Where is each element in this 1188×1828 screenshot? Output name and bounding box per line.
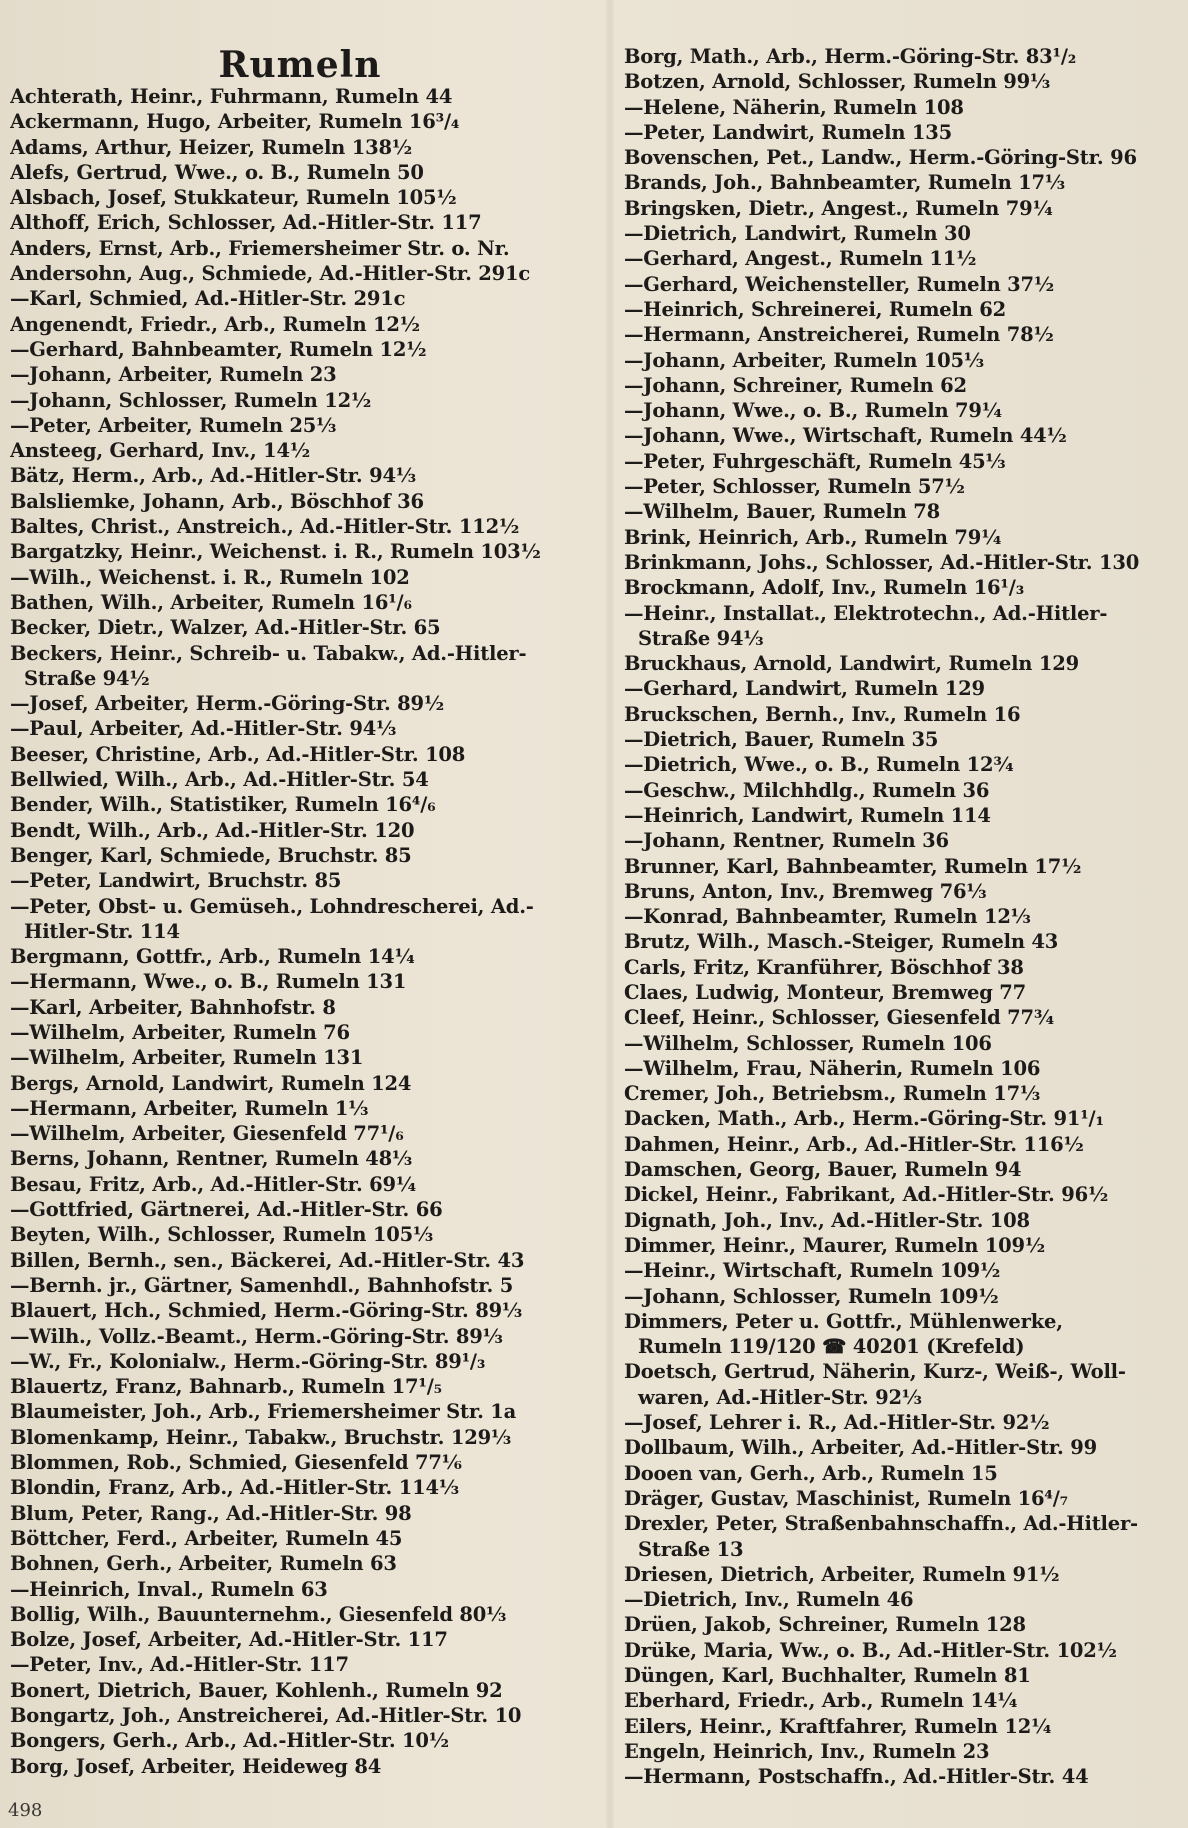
directory-entry: Ansteeg, Gerhard, Inv., 14½ [10,439,311,463]
directory-entry: Damschen, Georg, Bauer, Rumeln 94 [624,1158,1022,1182]
directory-entry: Rumeln 119/120 ☎ 40201 (Krefeld) [638,1335,1025,1359]
directory-entry: Blauertz, Franz, Bahnarb., Rumeln 17¹/₅ [10,1375,442,1399]
directory-entry: Borg, Josef, Arbeiter, Heideweg 84 [10,1754,382,1778]
directory-entry: —Wilh., Vollz.-Beamt., Herm.-Göring-Str. 89⅓ [10,1324,503,1348]
directory-entry: —Geschw., Milchhdlg., Rumeln 36 [624,778,990,802]
directory-entry: Drexler, Peter, Straßenbahnschaffn., Ad.-Hitler- [624,1512,1138,1536]
directory-entry: Bergs, Arnold, Landwirt, Rumeln 124 [10,1071,412,1095]
directory-entry: —Helene, Näherin, Rumeln 108 [624,95,964,119]
directory-entry: Bongers, Gerh., Arb., Ad.-Hitler-Str. 10½ [10,1729,449,1753]
directory-entry: Anders, Ernst, Arb., Friemersheimer Str. o. Nr. [10,236,510,260]
directory-entry: —W., Fr., Kolonialw., Herm.-Göring-Str. 89¹/₃ [10,1349,486,1373]
directory-entry: Beeser, Christine, Arb., Ad.-Hitler-Str. 108 [10,742,466,766]
directory-entry: —Heinr., Installat., Elektrotechn., Ad.-Hitler- [624,601,1108,625]
directory-entry: Blauert, Hch., Schmied, Herm.-Göring-Str. 89⅓ [10,1299,522,1323]
directory-entry: Althoff, Erich, Schlosser, Ad.-Hitler-Str. 117 [10,211,482,235]
directory-entry: Blommen, Rob., Schmied, Giesenfeld 77⅙ [10,1451,462,1475]
directory-entry: —Karl, Arbeiter, Bahnhofstr. 8 [10,995,336,1019]
directory-entry: —Gottfried, Gärtnerei, Ad.-Hitler-Str. 66 [10,1198,443,1222]
directory-entry: —Peter, Inv., Ad.-Hitler-Str. 117 [10,1653,349,1677]
directory-entry: Ackermann, Hugo, Arbeiter, Rumeln 16³/₄ [10,110,460,134]
directory-entry: Dräger, Gustav, Maschinist, Rumeln 16⁴/₇ [624,1486,1069,1510]
directory-entry: waren, Ad.-Hitler-Str. 92⅓ [638,1385,922,1409]
directory-entry: Hitler-Str. 114 [24,919,180,943]
directory-entry: Doetsch, Gertrud, Näherin, Kurz-, Weiß-, Woll- [624,1360,1126,1384]
directory-entry: —Wilhelm, Bauer, Rumeln 78 [624,500,940,524]
directory-entry: —Johann, Arbeiter, Rumeln 105⅓ [624,348,984,372]
directory-entry: Bonert, Dietrich, Bauer, Kohlenh., Rumeln 92 [10,1678,503,1702]
directory-entry: Adams, Arthur, Heizer, Rumeln 138½ [10,135,412,159]
directory-entry: —Peter, Schlosser, Rumeln 57½ [624,475,965,499]
column-gutter [606,0,614,1828]
directory-entry: Brink, Heinrich, Arb., Rumeln 79¼ [624,525,1002,549]
directory-entry: Bovenschen, Pet., Landw., Herm.-Göring-Str. 96 [624,146,1137,170]
directory-entry: —Peter, Fuhrgeschäft, Rumeln 45⅓ [624,449,1006,473]
directory-entry: —Wilh., Weichenst. i. R., Rumeln 102 [10,565,410,589]
directory-entry: —Heinrich, Landwirt, Rumeln 114 [624,803,991,827]
directory-entry: Balsliemke, Johann, Arb., Böschhof 36 [10,489,424,513]
directory-entry: Bender, Wilh., Statistiker, Rumeln 16⁴/₆ [10,793,436,817]
directory-entry: —Peter, Landwirt, Bruchstr. 85 [10,869,342,893]
directory-entry: Carls, Fritz, Kranführer, Böschhof 38 [624,955,1024,979]
directory-entry: Bellwied, Wilh., Arb., Ad.-Hitler-Str. 54 [10,768,429,792]
directory-entry: Blum, Peter, Rang., Ad.-Hitler-Str. 98 [10,1501,412,1525]
directory-entry: —Hermann, Anstreicherei, Rumeln 78½ [624,323,1054,347]
directory-entry: Böttcher, Ferd., Arbeiter, Rumeln 45 [10,1526,403,1550]
directory-entry: Dollbaum, Wilh., Arbeiter, Ad.-Hitler-Str. 99 [624,1436,1097,1460]
directory-entry: Drüke, Maria, Ww., o. B., Ad.-Hitler-Str. 102½ [624,1638,1117,1662]
directory-entry: Bringsken, Dietr., Angest., Rumeln 79¼ [624,196,1053,220]
directory-entry: Borg, Math., Arb., Herm.-Göring-Str. 83¹/₂ [624,45,1077,68]
directory-entry: Bruns, Anton, Inv., Bremweg 76⅓ [624,879,987,903]
directory-entry: Becker, Dietr., Walzer, Ad.-Hitler-Str. 65 [10,616,441,640]
directory-entry: —Josef, Arbeiter, Herm.-Göring-Str. 89½ [10,692,445,716]
directory-entry: Berns, Johann, Rentner, Rumeln 48⅓ [10,1147,413,1171]
directory-entry: Alsbach, Josef, Stukkateur, Rumeln 105½ [10,186,457,210]
directory-entry: Cleef, Heinr., Schlosser, Giesenfeld 77¾ [624,1006,1055,1030]
directory-entry: Botzen, Arnold, Schlosser, Rumeln 99⅓ [624,70,1050,94]
directory-entry: Dignath, Joh., Inv., Ad.-Hitler-Str. 108 [624,1208,1030,1232]
directory-entry: Alefs, Gertrud, Wwe., o. B., Rumeln 50 [10,160,424,184]
directory-entry: —Johann, Schlosser, Rumeln 12½ [10,388,372,412]
directory-entry: Dahmen, Heinr., Arb., Ad.-Hitler-Str. 116½ [624,1132,1084,1156]
directory-entry: Angenendt, Friedr., Arb., Rumeln 12½ [10,312,420,336]
directory-entry: Blondin, Franz, Arb., Ad.-Hitler-Str. 114⅓ [10,1476,459,1500]
directory-entry: —Wilhelm, Schlosser, Rumeln 106 [624,1031,992,1055]
directory-entry: —Gerhard, Weichensteller, Rumeln 37½ [624,272,1055,296]
directory-entry: —Gerhard, Bahnbeamter, Rumeln 12½ [10,337,427,361]
directory-entry: —Johann, Wwe., Wirtschaft, Rumeln 44½ [624,424,1067,448]
directory-entry: —Johann, Schlosser, Rumeln 109½ [624,1284,999,1308]
directory-entry: Blaumeister, Joh., Arb., Friemersheimer Str. 1a [10,1400,517,1424]
directory-entry: Beyten, Wilh., Schlosser, Rumeln 105⅓ [10,1223,433,1247]
directory-entry: Bohnen, Gerh., Arbeiter, Rumeln 63 [10,1552,397,1576]
directory-entry: Driesen, Dietrich, Arbeiter, Rumeln 91½ [624,1562,1060,1586]
directory-entry: Claes, Ludwig, Monteur, Bremweg 77 [624,980,1026,1004]
directory-entry: —Gerhard, Angest., Rumeln 11½ [624,247,977,271]
right-column [624,44,1180,1789]
page-heading: Rumeln [218,44,382,86]
directory-entry: —Johann, Rentner, Rumeln 36 [624,829,949,853]
directory-entry: Straße 94⅓ [638,626,764,650]
directory-entry: Bätz, Herm., Arb., Ad.-Hitler-Str. 94⅓ [10,464,416,488]
directory-entry: —Wilhelm, Arbeiter, Rumeln 131 [10,1046,364,1070]
directory-entry: Brinkmann, Johs., Schlosser, Ad.-Hitler-Str. 130 [624,550,1140,574]
directory-entry: Andersohn, Aug., Schmiede, Ad.-Hitler-Str. 291c [10,262,531,286]
directory-entry: —Peter, Arbeiter, Rumeln 25⅓ [10,413,337,437]
directory-entry: Cremer, Joh., Betriebsm., Rumeln 17⅓ [624,1082,1040,1106]
directory-entry: —Gerhard, Landwirt, Rumeln 129 [624,677,985,701]
directory-entry: Bollig, Wilh., Bauunternehm., Giesenfeld 80⅓ [10,1602,507,1626]
directory-entry: —Hermann, Wwe., o. B., Rumeln 131 [10,970,407,994]
directory-entry: Drüen, Jakob, Schreiner, Rumeln 128 [624,1613,1026,1637]
directory-entry: Dooen van, Gerh., Arb., Rumeln 15 [624,1461,998,1485]
directory-entry: Bruckhaus, Arnold, Landwirt, Rumeln 129 [624,652,1079,676]
directory-entry: Brutz, Wilh., Masch.-Steiger, Rumeln 43 [624,930,1059,954]
directory-entry: —Karl, Schmied, Ad.-Hitler-Str. 291c [10,287,406,311]
directory-entry: Engeln, Heinrich, Inv., Rumeln 23 [624,1739,990,1763]
directory-entry: Bruckschen, Bernh., Inv., Rumeln 16 [624,702,1021,726]
directory-entry: Dickel, Heinr., Fabrikant, Ad.-Hitler-Str. 96½ [624,1183,1109,1207]
directory-entry: —Peter, Obst- u. Gemüseh., Lohndrescherei, Ad.- [10,894,534,918]
directory-entry: Benger, Karl, Schmiede, Bruchstr. 85 [10,843,412,867]
directory-entry: —Wilhelm, Arbeiter, Giesenfeld 77¹/₆ [10,1122,404,1146]
directory-entry: Brunner, Karl, Bahnbeamter, Rumeln 17½ [624,854,1082,878]
left-column [10,84,596,1779]
directory-entry: —Hermann, Postschaffn., Ad.-Hitler-Str. 44 [624,1765,1089,1789]
directory-entry: Eilers, Heinr., Kraftfahrer, Rumeln 12¼ [624,1714,1052,1738]
directory-entry: —Heinr., Wirtschaft, Rumeln 109½ [624,1259,1001,1283]
directory-entry: —Wilhelm, Frau, Näherin, Rumeln 106 [624,1056,1041,1080]
directory-entry: Straße 13 [638,1537,744,1561]
directory-entry: —Dietrich, Wwe., o. B., Rumeln 12¾ [624,753,1014,777]
directory-entry: Brockmann, Adolf, Inv., Rumeln 16¹/₃ [624,576,1025,600]
page-number: 498 [8,1800,43,1821]
directory-entry: Eberhard, Friedr., Arb., Rumeln 14¼ [624,1689,1018,1713]
directory-entry: —Bernh. jr., Gärtner, Samenhdl., Bahnhofstr. 5 [10,1273,514,1297]
directory-entry: —Dietrich, Landwirt, Rumeln 30 [624,222,971,246]
directory-entry: Billen, Bernh., sen., Bäckerei, Ad.-Hitler-Str. 43 [10,1248,525,1272]
directory-entry: Dimmer, Heinr., Maurer, Rumeln 109½ [624,1233,1046,1257]
directory-entry: Düngen, Karl, Buchhalter, Rumeln 81 [624,1664,1031,1687]
directory-entry: —Paul, Arbeiter, Ad.-Hitler-Str. 94⅓ [10,717,397,741]
directory-entry: —Johann, Wwe., o. B., Rumeln 79¼ [624,399,1002,423]
directory-entry: —Johann, Schreiner, Rumeln 62 [624,373,967,397]
directory-entry: —Hermann, Arbeiter, Rumeln 1⅓ [10,1096,369,1120]
directory-entry: Dimmers, Peter u. Gottfr., Mühlenwerke, [624,1309,1063,1333]
directory-entry: —Peter, Landwirt, Rumeln 135 [624,120,953,144]
directory-entry: Bergmann, Gottfr., Arb., Rumeln 14¼ [10,945,415,969]
directory-entry: —Heinrich, Schreinerei, Rumeln 62 [624,297,1007,321]
directory-entry: Beckers, Heinr., Schreib- u. Tabakw., Ad.-Hitler- [10,641,527,665]
directory-entry: —Dietrich, Bauer, Rumeln 35 [624,728,939,752]
directory-entry: Bathen, Wilh., Arbeiter, Rumeln 16¹/₆ [10,590,412,614]
directory-entry: Straße 94½ [24,666,150,690]
directory-entry: Besau, Fritz, Arb., Ad.-Hitler-Str. 69¼ [10,1172,416,1196]
directory-entry: Bolze, Josef, Arbeiter, Ad.-Hitler-Str. 117 [10,1628,448,1652]
directory-entry: Achterath, Heinr., Fuhrmann, Rumeln 44 [10,85,453,108]
directory-entry: Brands, Joh., Bahnbeamter, Rumeln 17⅓ [624,171,1065,195]
directory-entry: —Dietrich, Inv., Rumeln 46 [624,1588,914,1612]
directory-entry: Blomenkamp, Heinr., Tabakw., Bruchstr. 129⅓ [10,1425,511,1449]
directory-entry: Bendt, Wilh., Arb., Ad.-Hitler-Str. 120 [10,818,415,842]
directory-entry: —Johann, Arbeiter, Rumeln 23 [10,363,337,387]
directory-entry: Dacken, Math., Arb., Herm.-Göring-Str. 91¹/₁ [624,1107,1104,1131]
directory-entry: —Wilhelm, Arbeiter, Rumeln 76 [10,1020,350,1044]
directory-entry: Bargatzky, Heinr., Weichenst. i. R., Rumeln 103½ [10,540,541,564]
directory-entry: —Josef, Lehrer i. R., Ad.-Hitler-Str. 92½ [624,1411,1050,1435]
directory-entry: —Konrad, Bahnbeamter, Rumeln 12⅓ [624,905,1031,929]
directory-entry: Baltes, Christ., Anstreich., Ad.-Hitler-Str. 112½ [10,515,520,539]
directory-entry: —Heinrich, Inval., Rumeln 63 [10,1577,328,1601]
directory-entry: Bongartz, Joh., Anstreicherei, Ad.-Hitler-Str. 10 [10,1704,522,1727]
